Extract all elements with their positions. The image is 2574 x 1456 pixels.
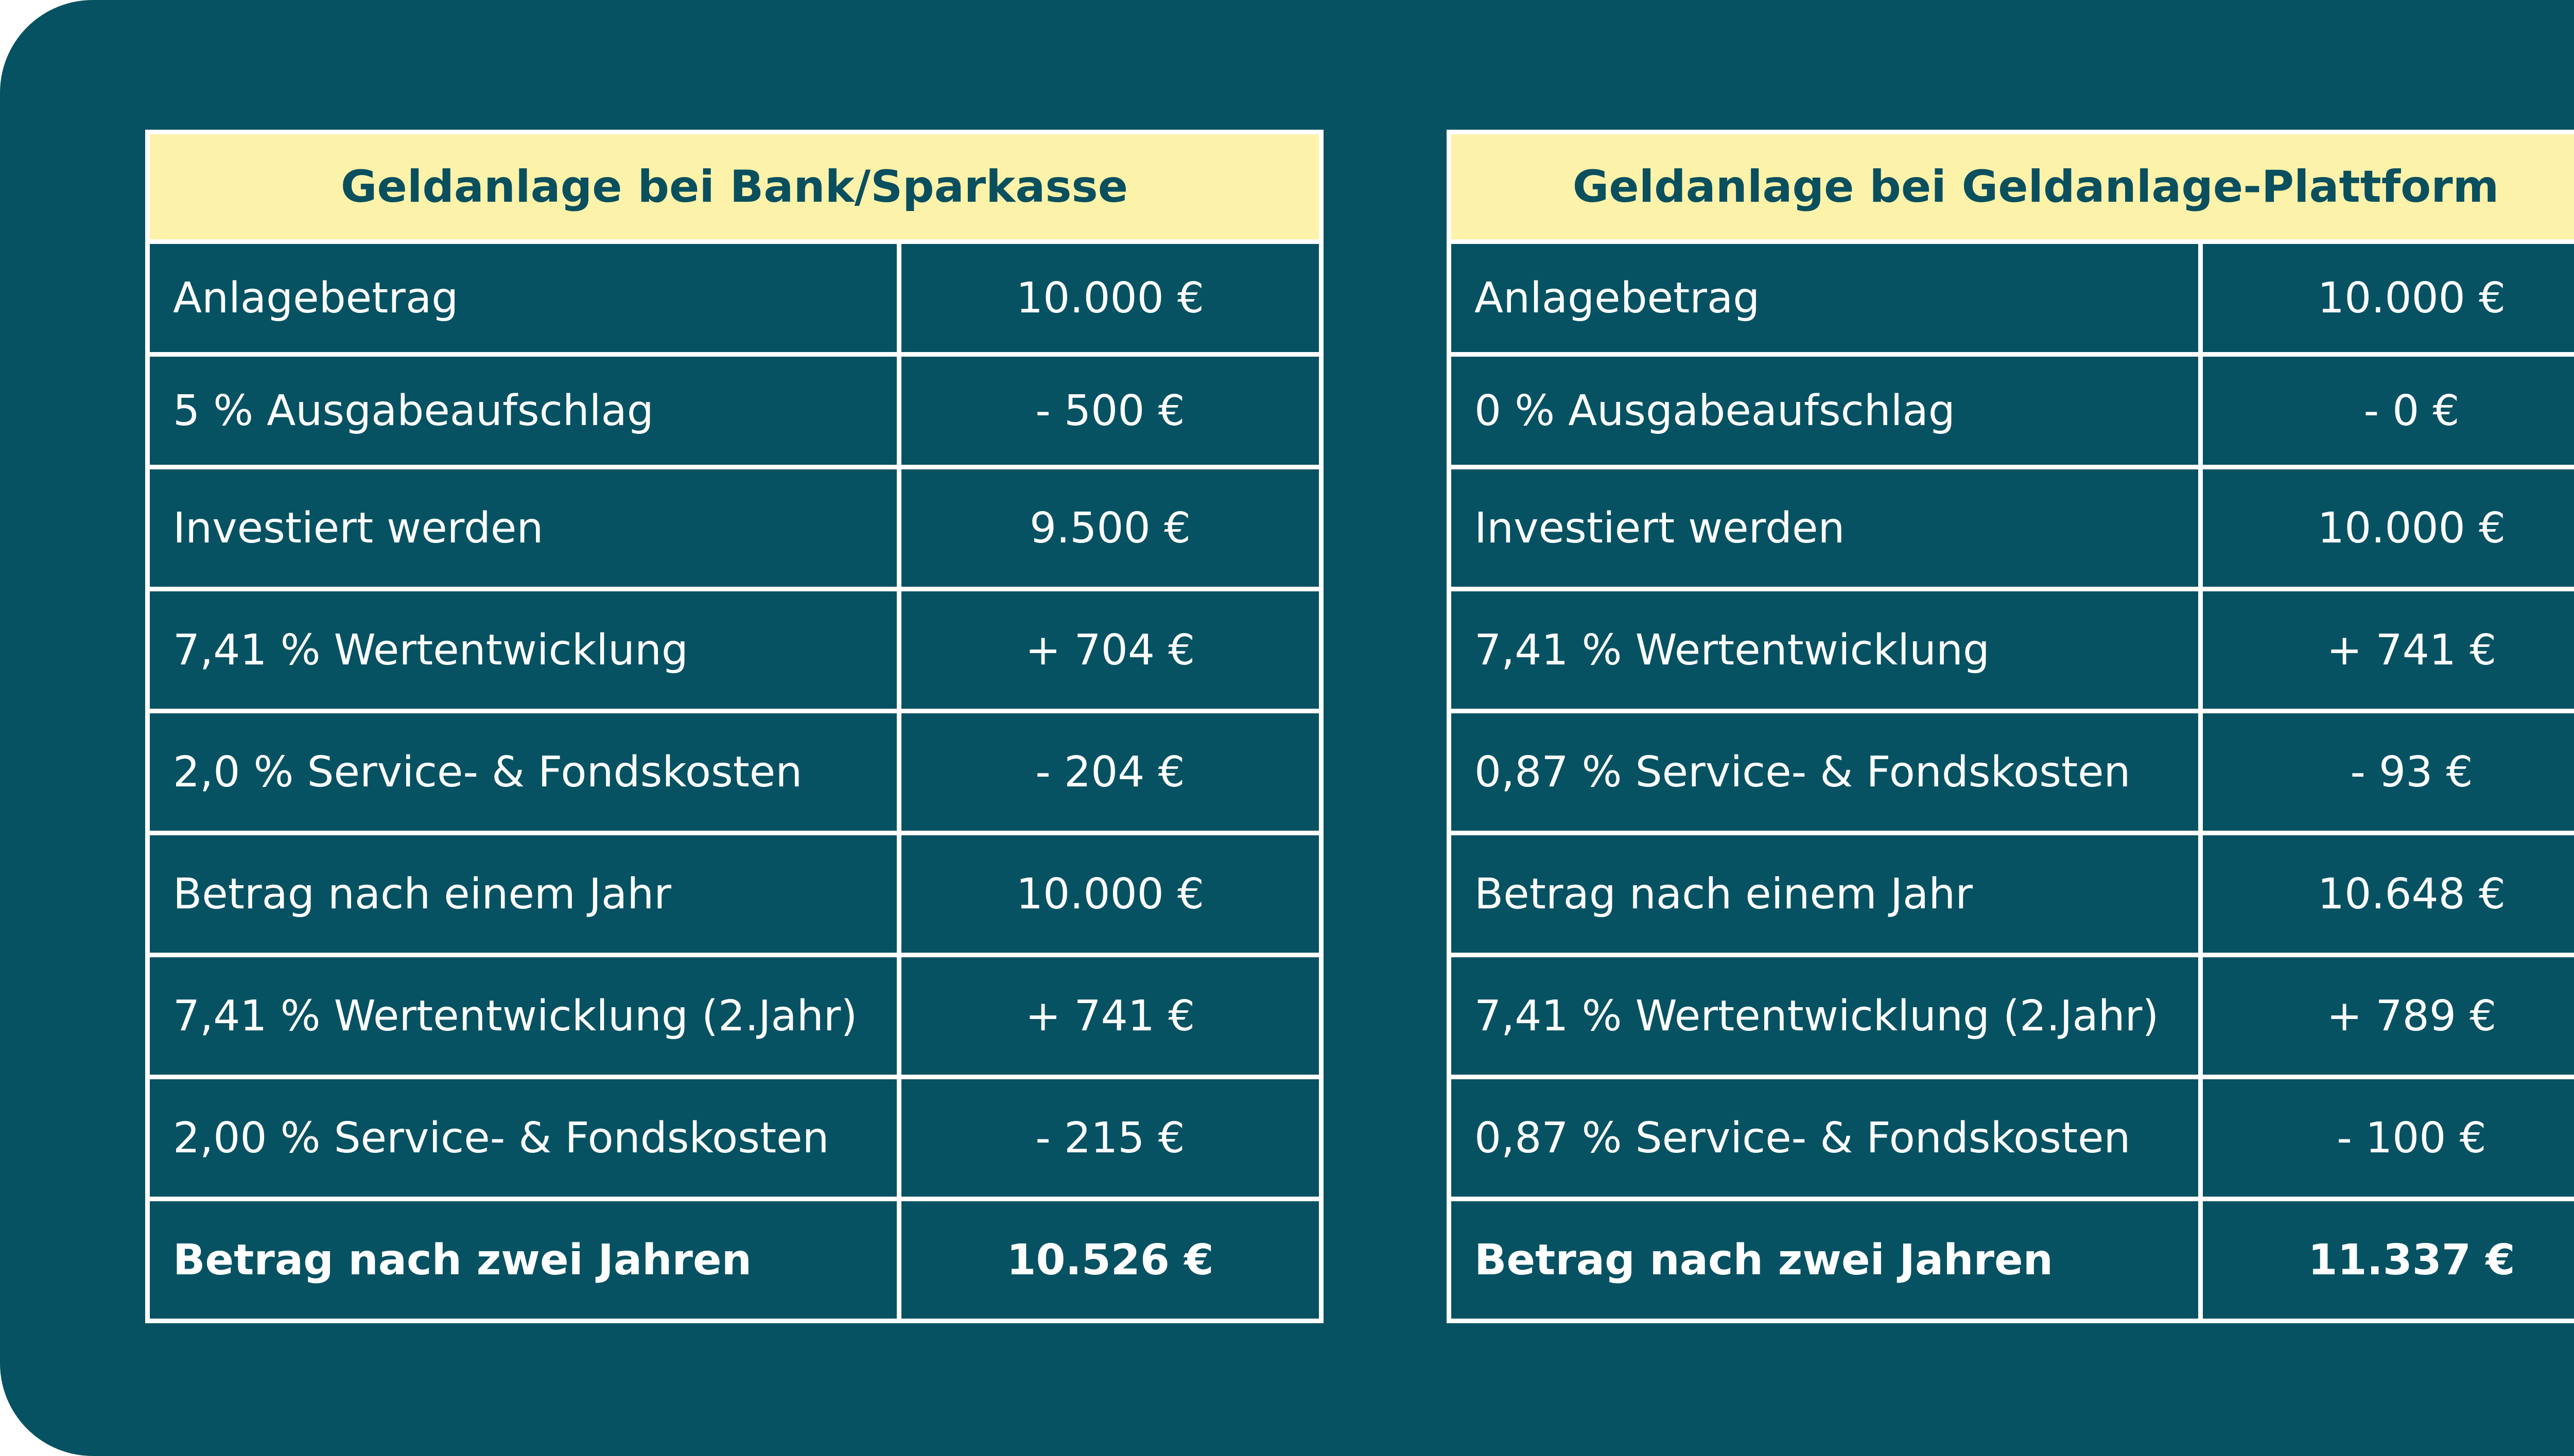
table-row [148, 833, 1321, 955]
row-value: - 215 € [899, 1077, 1321, 1199]
table-row [148, 242, 1321, 355]
table-header-row [1449, 132, 2574, 242]
table-row [1449, 955, 2574, 1077]
total-label: Betrag nach zwei Jahren [148, 1199, 899, 1321]
row-label: Investiert werden [148, 467, 899, 589]
row-label: 2,0 % Service- & Fondskosten [148, 711, 899, 833]
table-row [1449, 242, 2574, 355]
platform-comparison-table [1447, 130, 2574, 1323]
table-row [148, 955, 1321, 1077]
row-value: - 204 € [899, 711, 1321, 833]
total-row [1449, 1199, 2574, 1321]
row-value: 10.000 € [899, 242, 1321, 355]
row-value: - 93 € [2201, 711, 2574, 833]
row-label: 0 % Ausgabeaufschlag [1449, 355, 2201, 467]
total-value: 11.337 € [2201, 1199, 2574, 1321]
row-label: 7,41 % Wertentwicklung (2.Jahr) [148, 955, 899, 1077]
row-label: Betrag nach einem Jahr [1449, 833, 2201, 955]
table-row [1449, 833, 2574, 955]
table-row [148, 711, 1321, 833]
row-value: + 741 € [899, 955, 1321, 1077]
row-label: 0,87 % Service- & Fondskosten [1449, 711, 2201, 833]
row-label: 7,41 % Wertentwicklung [148, 589, 899, 711]
table-row [148, 467, 1321, 589]
row-label: 7,41 % Wertentwicklung (2.Jahr) [1449, 955, 2201, 1077]
row-value: 10.000 € [899, 833, 1321, 955]
total-label: Betrag nach zwei Jahren [1449, 1199, 2201, 1321]
row-value: 9.500 € [899, 467, 1321, 589]
table-row [148, 355, 1321, 467]
row-label: 5 % Ausgabeaufschlag [148, 355, 899, 467]
table-row [148, 1077, 1321, 1199]
table-row [1449, 467, 2574, 589]
table-header-row [148, 132, 1321, 242]
table-title: Geldanlage bei Bank/Sparkasse [148, 132, 1321, 242]
row-value: - 0 € [2201, 355, 2574, 467]
bank-comparison-table [145, 130, 1324, 1323]
row-label: 0,87 % Service- & Fondskosten [1449, 1077, 2201, 1199]
table-row [1449, 589, 2574, 711]
row-value: - 500 € [899, 355, 1321, 467]
table-title: Geldanlage bei Geldanlage-Plattform [1449, 132, 2574, 242]
row-value: + 704 € [899, 589, 1321, 711]
table-row [1449, 355, 2574, 467]
row-value: 10.648 € [2201, 833, 2574, 955]
table-row [1449, 1077, 2574, 1199]
row-value: + 741 € [2201, 589, 2574, 711]
row-label: Anlagebetrag [148, 242, 899, 355]
row-label: 2,00 % Service- & Fondskosten [148, 1077, 899, 1199]
table-row [1449, 711, 2574, 833]
row-value: - 100 € [2201, 1077, 2574, 1199]
row-value: 10.000 € [2201, 242, 2574, 355]
row-label: Betrag nach einem Jahr [148, 833, 899, 955]
row-value: 10.000 € [2201, 467, 2574, 589]
row-value: + 789 € [2201, 955, 2574, 1077]
table-row [148, 589, 1321, 711]
total-row [148, 1199, 1321, 1321]
row-label: Anlagebetrag [1449, 242, 2201, 355]
row-label: 7,41 % Wertentwicklung [1449, 589, 2201, 711]
row-label: Investiert werden [1449, 467, 2201, 589]
total-value: 10.526 € [899, 1199, 1321, 1321]
